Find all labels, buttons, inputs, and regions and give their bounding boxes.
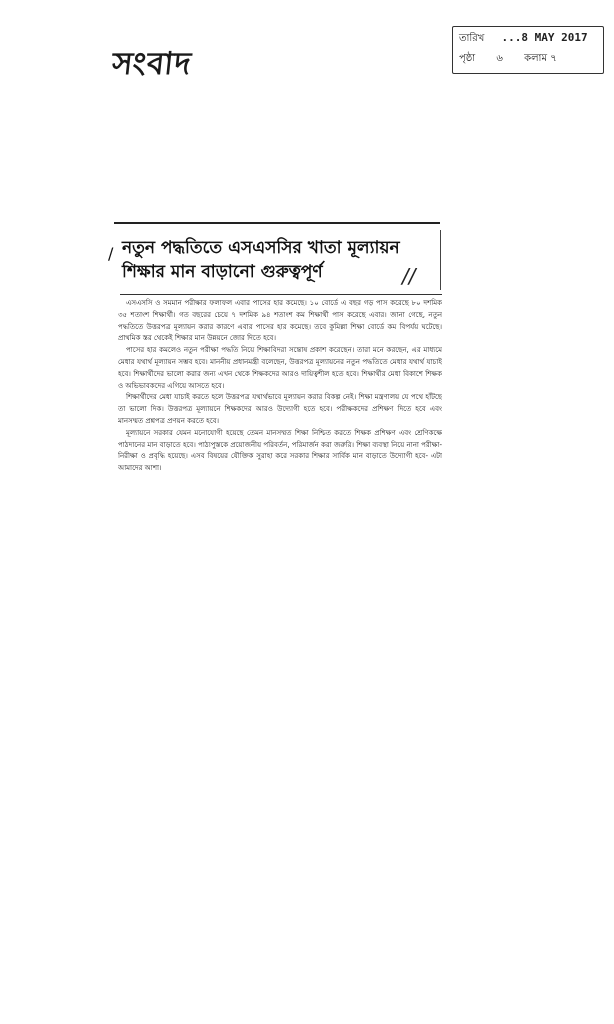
stamp-page-label: পৃষ্ঠা: [459, 53, 476, 64]
headline-rule: [120, 294, 442, 295]
pen-mark: //: [402, 264, 416, 288]
margin-mark: /: [108, 244, 114, 263]
stamp-page-value: ৬: [496, 53, 503, 64]
article-top-rule: [114, 222, 440, 224]
stamp-column-value: ৭: [550, 53, 557, 64]
stamp-date-label: তারিখ: [459, 33, 485, 44]
newspaper-name: সংবাদ: [110, 46, 194, 82]
stamp-column-label: কলাম: [524, 53, 547, 64]
article-clipping: [108, 222, 442, 642]
stamp-date-value: ...8 MAY 2017: [501, 31, 588, 44]
article-paragraph: এসএসসি ও সমমান পরীক্ষার ফলাফল এবার পাসের হার কমেছে। ১০ বোর্ডে এ বছর গড় পাস করেছে ৮০ দশমিক ৩৫ শতাংশ শিক্ষার্থী। গত বছরের চেয়ে ৭ দশমিক ৯৪ শতাংশ কম শিক্ষার্থী পাস করেছে এবার। জানা গেছে, নতুন পদ্ধতিতে উত্তরপত্র মূল্যায়ন করার কারণে এবার পাসের হার কমেছে। তবে কুমিল্লা শিক্ষা বোর্ডে কম বিপর্যয় ঘটেছে। প্রাথমিক স্তর থেকেই শিক্ষার মান উন্নয়নে জোর দিতে হবে।: [118, 299, 442, 343]
article-headline: [122, 236, 442, 284]
headline-line-1: নতুন পদ্ধতিতে এসএসসির খাতা মূল্যায়ন: [122, 238, 400, 258]
headline-line-2: শিক্ষার মান বাড়ানো গুরুত্বপূর্ণ: [122, 262, 323, 282]
article-paragraph: পাসের হার কমলেও নতুন পরীক্ষা পদ্ধতি নিয়ে শিক্ষাবিদরা সন্তোষ প্রকাশ করেছেন। তারা মনে করছেন, এর মাধ্যমে মেধার যথার্থ মূল্যায়ন সম্ভব হবে। মাননীয় প্রধানমন্ত্রী বলেছেন, উত্তরপত্র মূল্যায়নের নতুন পদ্ধতিতে মেধার যথার্থ যাচাই হবে। শিক্ষার্থীদের ভালো করার জন্য এখন থেকে শিক্ষকদের আরও দায়িত্বশীল হতে হবে। শিক্ষার্থীর মেধা বিকাশে শিক্ষক ও অভিভাবকদের এগিয়ে আসতে হবে।: [118, 346, 442, 390]
article-body: [118, 298, 442, 644]
stamp-date-row: [459, 31, 588, 48]
stamp-page-row: [459, 51, 557, 68]
article-paragraph: মূল্যায়নে সরকার যেমন মনোযোগী হয়েছে তেমন মানসম্মত শিক্ষা নিশ্চিত করতে শিক্ষক প্রশিক্ষণ এবং শ্রেণিকক্ষে পাঠদানের মান বাড়াতে হবে। পাঠ্যপুস্তকে প্রয়োজনীয় পরিবর্তন, পরিমার্জন করা জরুরি। শিক্ষা ব্যবস্থা নিয়ে নানা পরীক্ষা-নিরীক্ষা ও প্রবৃদ্ধি হয়েছে। এসব বিষয়ের যৌক্তিক সুরাহা করে সরকার শিক্ষার সার্বিক মান বাড়াতে উদ্যোগী হবে- এটা আমাদের আশা।: [118, 428, 442, 473]
date-stamp: [452, 26, 604, 74]
article-paragraph: শিক্ষার্থীদের মেধা যাচাই করতে হলে উত্তরপত্র যথার্থভাবে মূল্যায়ন করার বিকল্প নেই। শিক্ষা মন্ত্রণালয় যে পথে হাঁটছে তা ভালো দিক। উত্তরপত্র মূল্যায়নে শিক্ষকদের আরও উদ্যোগী হতে হবে। পরীক্ষকদের প্রশিক্ষণ দিতে হবে এবং মানসম্মত প্রশ্নপত্র প্রণয়ন করতে হবে।: [118, 393, 442, 425]
